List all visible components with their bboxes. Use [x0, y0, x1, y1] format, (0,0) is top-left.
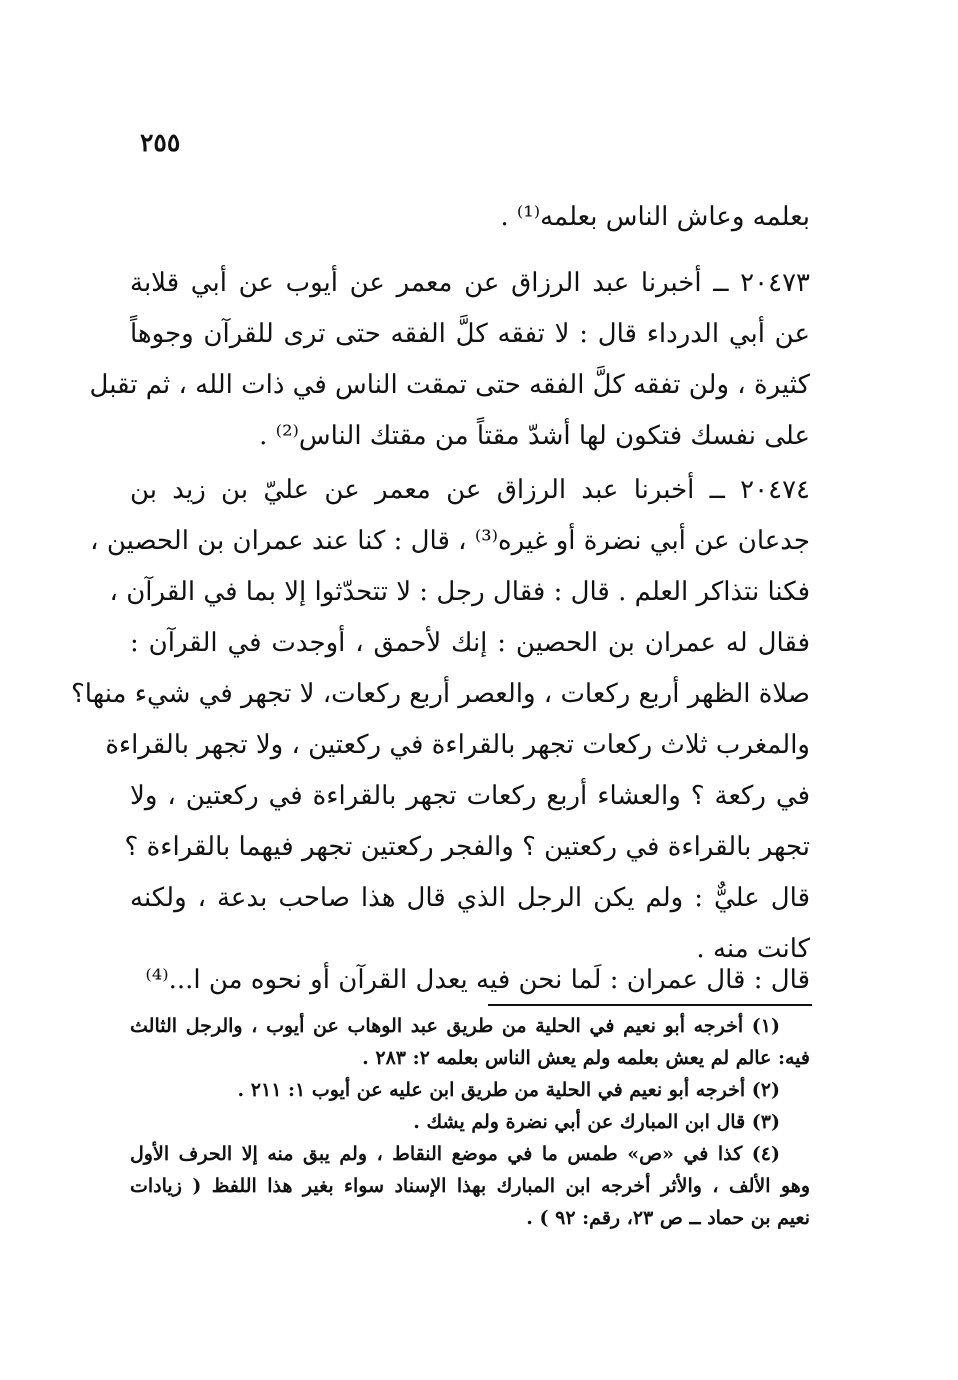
footnote-line: (٣) قال ابن المبارك عن أبي نضرة ولم يشك .: [413, 1111, 780, 1133]
text-line: على نفسك فتكون لها أشدّ مقتاً من مقتك الناس⁽²⁾ .: [259, 421, 810, 451]
footnote-line: (٢) أخرجه أبو نعيم في الحلية من طريق ابن عليه عن أيوب ١: ٢١١ .: [237, 1079, 780, 1101]
text-line: فقال له عمران بن الحصين : إنك لأحمق ، أوجدت في القرآن :: [130, 628, 810, 658]
footnote-1: [130, 1010, 810, 1074]
paragraph-continuation: [130, 192, 810, 243]
footnote-line: وهو الألف ، والأثر أخرجه ابن المبارك بهذا الإسناد سواء بغير هذا اللفظ ( زيادات: [130, 1175, 810, 1197]
text-line: ٢٠٤٧٣ ــ أخبرنا عبد الرزاق عن معمر عن أيوب عن أبي قلابة: [130, 268, 810, 298]
text-line: في ركعة ؟ والعشاء أربع ركعات تجهر بالقراءة في ركعتين ، ولا: [130, 781, 810, 811]
hadith-20473: [89, 258, 810, 462]
footnote-2: [130, 1074, 810, 1106]
text-line: صلاة الظهر أربع ركعات ، والعصر أربع ركعات، لا تجهر في شيء منها؟: [70, 679, 810, 709]
text-line: بعلمه وعاش الناس بعلمه⁽¹⁾ .: [500, 202, 810, 232]
footnote-line: (٤) كذا في «ص» طمس ما في موضع النقاط ، ولم يبق منه إلا الحرف الأول: [130, 1143, 780, 1165]
text-line: تجهر بالقراءة في ركعتين ؟ والفجر ركعتين تجهر فيهما بالقراءة ؟: [124, 832, 810, 862]
footnote-line: فيه: عالم لم يعش بعلمه ولم يعش الناس بعلمه ٢: ٢٨٣ .: [362, 1047, 810, 1069]
page-number: ٢٥٥: [140, 128, 181, 157]
footnotes: [130, 1010, 810, 1234]
footnote-4: [130, 1138, 810, 1234]
text-line: كثيرة ، ولن تفقه كلَّ الفقه حتى تمقت الناس في ذات الله ، ثم تقبل: [89, 370, 810, 400]
text-line: ٢٠٤٧٤ ــ أخبرنا عبد الرزاق عن معمر عن عليّ بن زيد بن: [130, 475, 810, 505]
footnote-line: نعيم بن حماد ــ ص ٢٣، رقم: ٩٢ ) .: [526, 1207, 810, 1229]
footnote-3: [130, 1106, 810, 1138]
footnote-line: (١) أخرجه أبو نعيم في الحلية من طريق عبد الوهاب عن أيوب ، والرجل الثالث: [130, 1015, 780, 1037]
footnote-separator: [488, 1004, 812, 1006]
text-line: عن أبي الدرداء قال : لا تفقه كلَّ الفقه حتى ترى للقرآن وجوهاً: [130, 319, 810, 349]
text-line: قال : قال عمران : لَما نحن فيه يعدل القرآن أو نحوه من ا...⁽⁴⁾: [145, 965, 810, 995]
text-line: فكنا نتذاكر العلم . قال : فقال رجل : لا تتحدّثوا إلا بما في القرآن ،: [109, 577, 810, 607]
text-line: والمغرب ثلاث ركعات تجهر بالقراءة في ركعتين ، ولا تجهر بالقراءة: [105, 730, 810, 760]
text-line: جدعان عن أبي نضرة أو غيره⁽³⁾ ، قال : كنا عند عمران بن الحصين ،: [90, 526, 810, 556]
paragraph-final: [130, 955, 810, 1006]
hadith-20474: [70, 465, 810, 975]
text-line: قال عليٌّ : ولم يكن الرجل الذي قال هذا صاحب بدعة ، ولكنه: [130, 883, 810, 913]
text-line: كانت منه .: [696, 934, 810, 964]
